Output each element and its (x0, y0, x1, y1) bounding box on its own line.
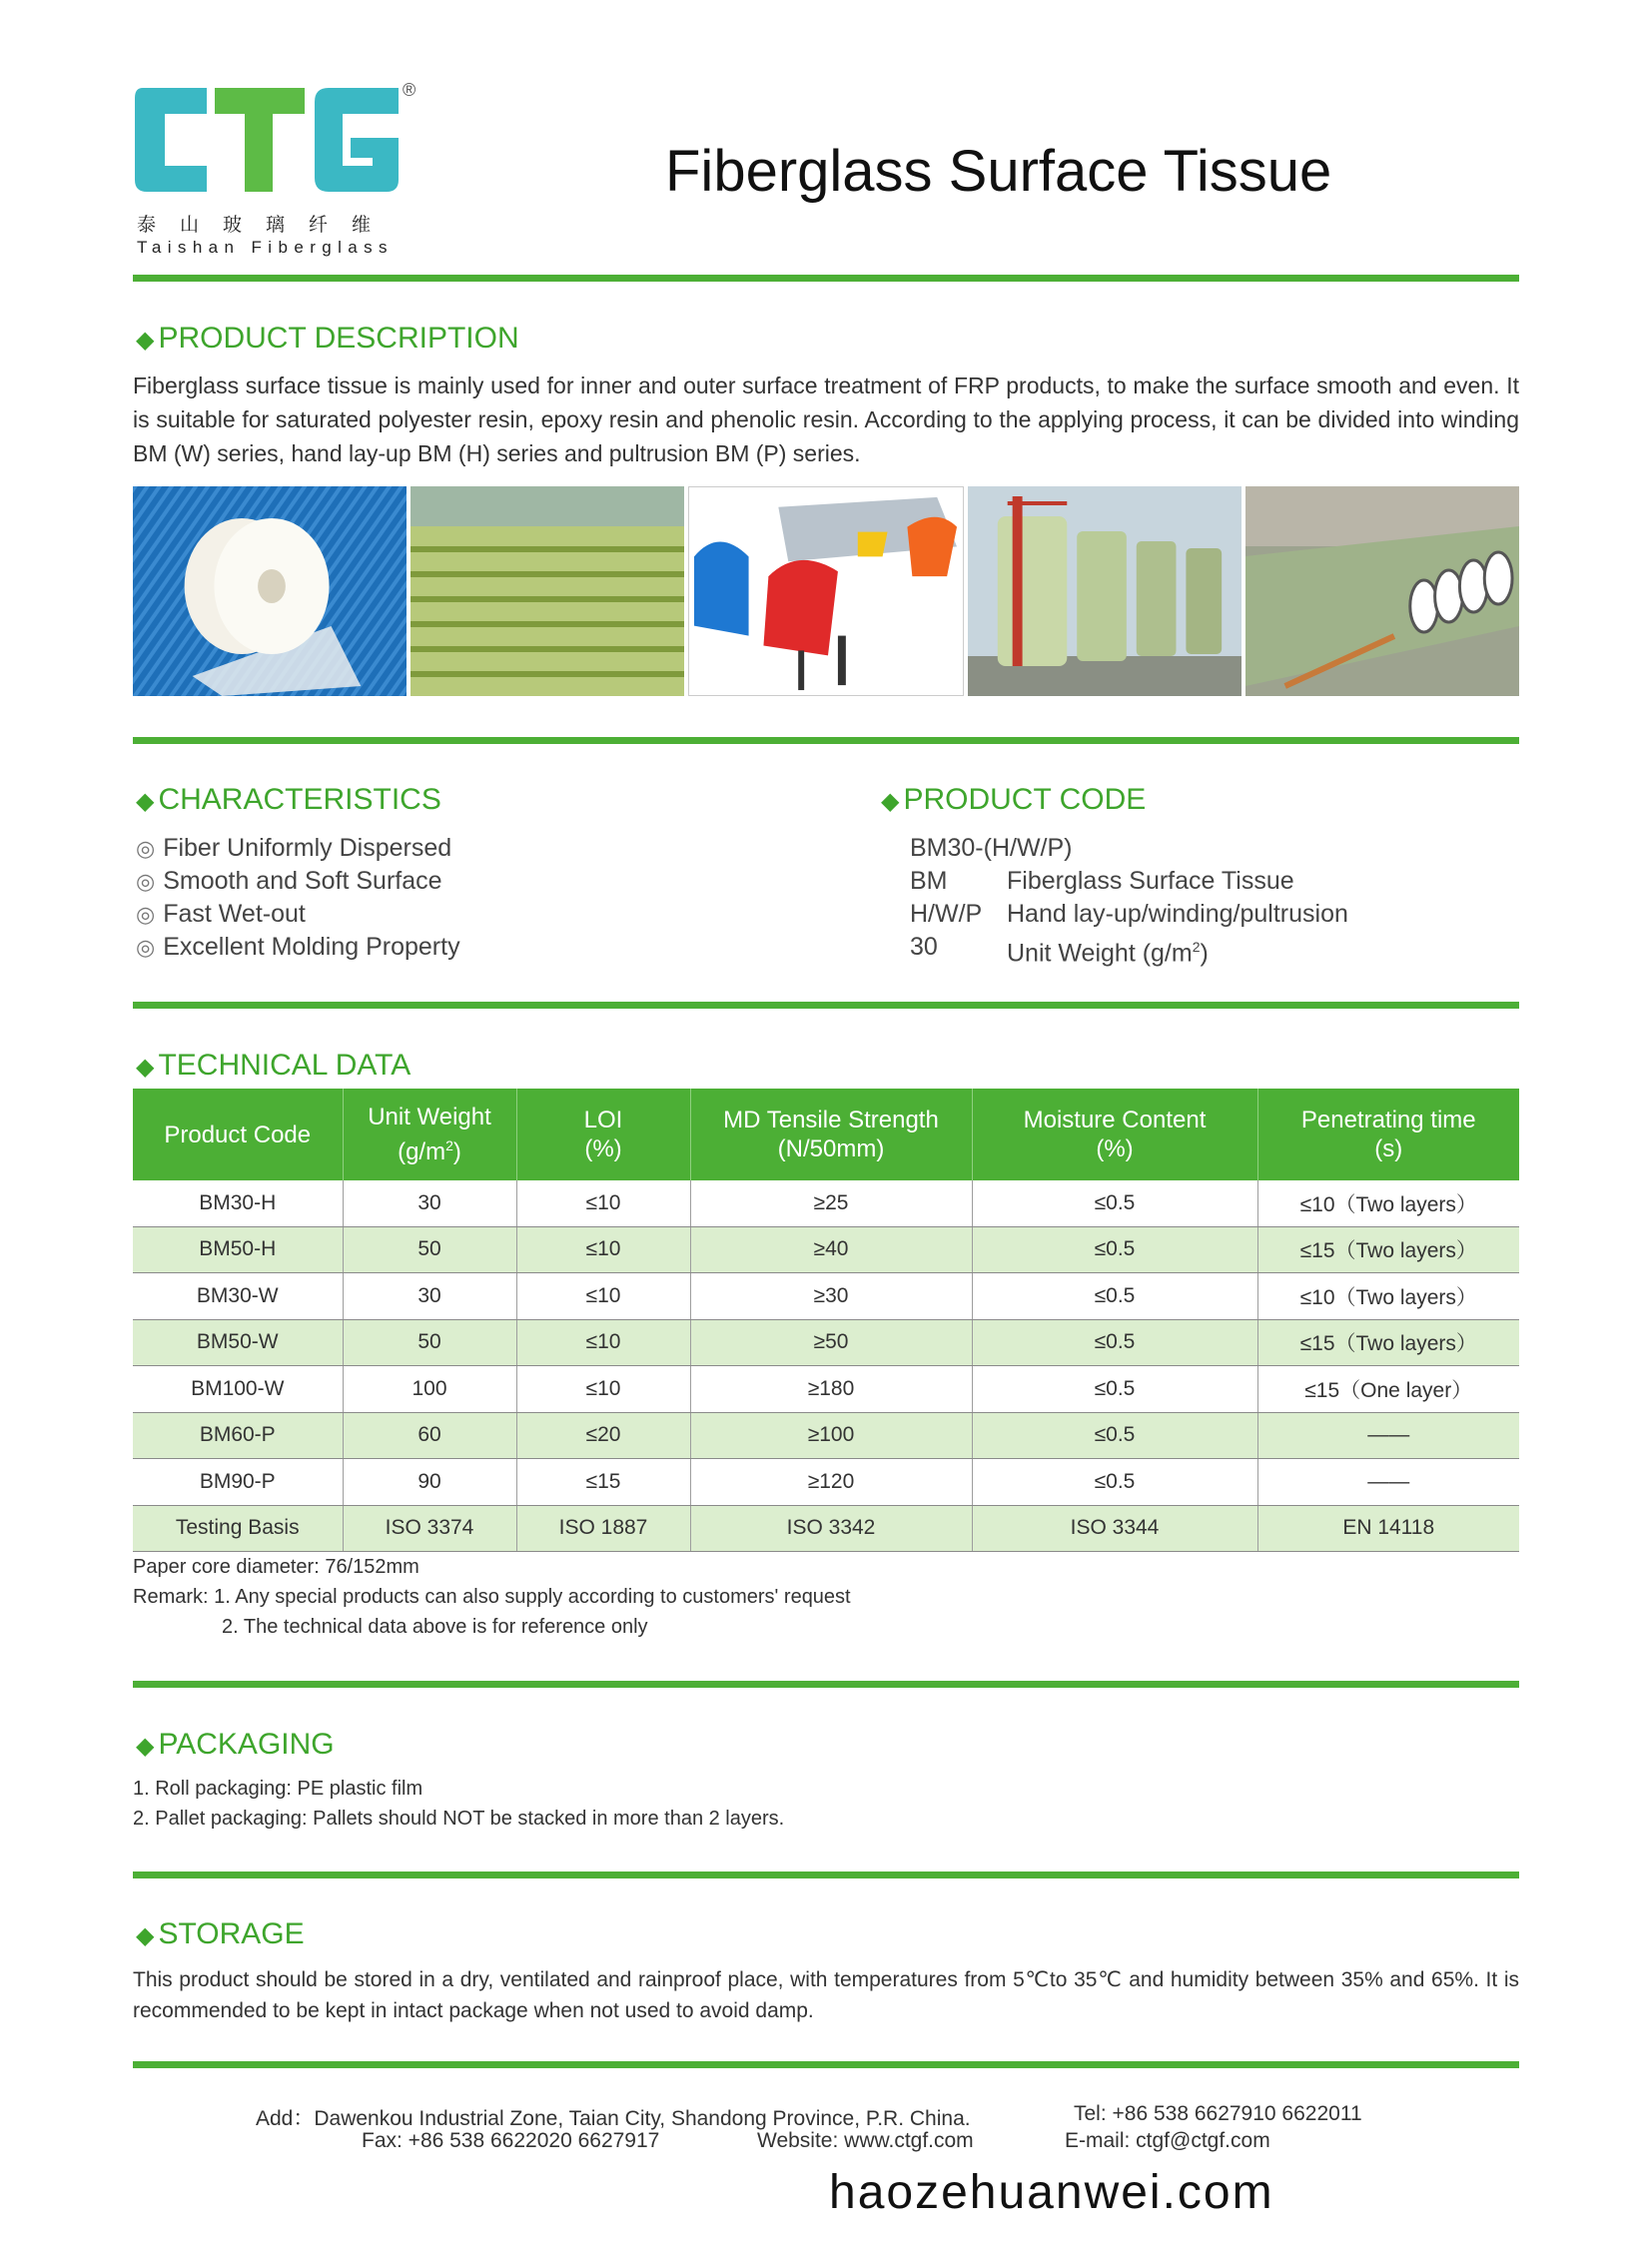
table-cell: ≤10（Two layers） (1257, 1273, 1519, 1320)
table-cell: ≥50 (690, 1319, 972, 1366)
divider (133, 275, 1519, 282)
section-heading-characteristics: ◆ CHARACTERISTICS (136, 783, 441, 816)
photo-frp-pipes (411, 486, 684, 696)
technical-data-table (133, 1089, 1519, 1552)
footer-website[interactable]: Website: www.ctgf.com (757, 2129, 974, 2152)
table-row (133, 1412, 1519, 1459)
packaging-list (133, 1774, 784, 1834)
logo-english-name: Taishan Fiberglass (137, 238, 394, 257)
divider (133, 1871, 1519, 1878)
testing-basis-row (133, 1505, 1519, 1552)
registered-mark: ® (403, 80, 416, 100)
footer-tel: Tel: +86 538 6627910 6622011 (1074, 2102, 1362, 2125)
product-code-value: BM30-(H/W/P) (910, 834, 1073, 862)
table-cell: 50 (343, 1226, 516, 1273)
table-cell: ISO 3344 (972, 1505, 1257, 1552)
table-cell: ≥30 (690, 1273, 972, 1320)
table-cell: ≤10 (516, 1180, 690, 1226)
photo-frp-chairs (688, 486, 964, 696)
table-cell: ≤0.5 (972, 1459, 1257, 1506)
product-photo-strip (133, 486, 1519, 696)
code-row: 30 Unit Weight $(g/m^2)$ (910, 933, 1209, 968)
table-cell: ISO 1887 (516, 1505, 690, 1552)
table-cell: BM30-H (133, 1180, 343, 1226)
table-cell: —— (1257, 1412, 1519, 1459)
table-cell: ≤0.5 (972, 1273, 1257, 1320)
table-row (133, 1273, 1519, 1320)
section-heading-technical: ◆ TECHNICAL DATA (136, 1049, 412, 1082)
divider (133, 2061, 1519, 2068)
table-cell: 60 (343, 1412, 516, 1459)
table-row (133, 1459, 1519, 1506)
section-heading-storage: ◆ STORAGE (136, 1917, 305, 1950)
table-cell: ≤0.5 (972, 1366, 1257, 1413)
divider (133, 1002, 1519, 1009)
table-cell: ISO 3342 (690, 1505, 972, 1552)
logo-chinese-name: 泰山玻璃纤维 (137, 215, 396, 236)
column-header: MD Tensile Strength (N/50mm) (690, 1089, 972, 1180)
photo-tissue-roll (133, 486, 407, 696)
table-cell: BM30-W (133, 1273, 343, 1320)
table-notes (133, 1552, 851, 1642)
description-text: Fiberglass surface tissue is mainly used for inner and outer surface treatment of FRP products, to make the surface smooth and even. It is suitable for saturated polyester resin, epoxy resin and phenolic resin. According to the applying process, it can be divided into winding BM (W) series, hand lay-up BM (H) series and pultrusion BM (P) series. (133, 373, 1519, 466)
ctg-logo-mark (133, 80, 403, 200)
table-cell: 90 (343, 1459, 516, 1506)
footer-fax: Fax: +86 538 6622020 6627917 (362, 2129, 660, 2152)
table-cell: ≤10 (516, 1319, 690, 1366)
table-cell: ≤20 (516, 1412, 690, 1459)
section-heading-product-code: ◆ PRODUCT CODE (881, 783, 1147, 816)
diamond-icon: ◆ (136, 1733, 155, 1760)
table-cell: ≤10 (516, 1273, 690, 1320)
table-cell: ≥180 (690, 1366, 972, 1413)
table-cell: ≥40 (690, 1226, 972, 1273)
list-item: ◎ Fiber Uniformly Dispersed (136, 834, 452, 862)
code-row: BM Fiberglass Surface Tissue (910, 867, 1294, 895)
table-cell: 30 (343, 1180, 516, 1226)
list-item: 2. Pallet packaging: Pallets should NOT be stacked in more than 2 layers. (133, 1808, 785, 1830)
table-cell: ≤0.5 (972, 1226, 1257, 1273)
column-header: Penetrating time (s) (1257, 1089, 1519, 1180)
storage-text: This product should be stored in a dry, ventilated and rainproof place, with temperatures from 5℃to 35℃ and humidity between 35% and 65%. It is recommended to be kept in intact package when not used to avoid damp. (133, 1968, 1519, 2022)
divider (133, 1681, 1519, 1688)
table-cell: Testing Basis (133, 1505, 343, 1552)
product-code-block (910, 832, 1348, 970)
table-cell: ≤15（Two layers） (1257, 1319, 1519, 1366)
table-cell: ≥25 (690, 1180, 972, 1226)
photo-large-pipes (1245, 486, 1519, 696)
list-item: 1. Roll packaging: PE plastic film (133, 1778, 423, 1800)
divider (133, 737, 1519, 744)
column-header: Moisture Content (%) (972, 1089, 1257, 1180)
section-heading-packaging: ◆ PACKAGING (136, 1728, 335, 1761)
diamond-icon: ◆ (136, 788, 155, 815)
company-logo (133, 80, 422, 260)
column-header: Product Code (133, 1089, 343, 1180)
diamond-icon: ◆ (136, 1054, 155, 1081)
table-cell: ≤0.5 (972, 1412, 1257, 1459)
diamond-icon: ◆ (881, 788, 900, 815)
table-cell: ≤15（One layer） (1257, 1366, 1519, 1413)
table-cell: BM50-W (133, 1319, 343, 1366)
table-header-row (133, 1089, 1519, 1180)
table-cell: ≥120 (690, 1459, 972, 1506)
diamond-icon: ◆ (136, 327, 155, 354)
table-cell: ≤10 (516, 1226, 690, 1273)
table-cell: ≤0.5 (972, 1319, 1257, 1366)
section-heading-description: ◆ PRODUCT DESCRIPTION (136, 322, 519, 355)
diamond-icon: ◆ (136, 1922, 155, 1949)
page-title: Fiberglass Surface Tissue (665, 139, 1332, 204)
list-item: ◎ Excellent Molding Property (136, 933, 460, 961)
table-cell: ≥100 (690, 1412, 972, 1459)
column-header: Unit Weight $(g/m^2)$ (343, 1089, 516, 1180)
watermark-url: haozehuanwei.com (829, 2166, 1274, 2219)
table-cell: —— (1257, 1459, 1519, 1506)
table-cell: 100 (343, 1366, 516, 1413)
characteristics-list (136, 832, 460, 964)
table-row (133, 1366, 1519, 1413)
table-cell: EN 14118 (1257, 1505, 1519, 1552)
photo-frp-tanks (968, 486, 1241, 696)
table-cell: ISO 3374 (343, 1505, 516, 1552)
list-item: ◎ Smooth and Soft Surface (136, 867, 442, 895)
table-row (133, 1226, 1519, 1273)
table-cell: ≤0.5 (972, 1180, 1257, 1226)
remark-2: 2. The technical data above is for reference only (222, 1616, 648, 1638)
remark-1: Remark: 1. Any special products can also supply according to customers' request (133, 1586, 851, 1608)
table-cell: 50 (343, 1319, 516, 1366)
code-row: H/W/P Hand lay-up/winding/pultrusion (910, 900, 1348, 928)
table-cell: ≤10 (516, 1366, 690, 1413)
table-cell: BM60-P (133, 1412, 343, 1459)
table-cell: ≤15（Two layers） (1257, 1226, 1519, 1273)
table-row (133, 1319, 1519, 1366)
list-item: ◎ Fast Wet-out (136, 900, 306, 928)
table-cell: 30 (343, 1273, 516, 1320)
table-cell: BM50-H (133, 1226, 343, 1273)
table-cell: ≤10（Two layers） (1257, 1180, 1519, 1226)
table-cell: BM90-P (133, 1459, 343, 1506)
footer-email[interactable]: E-mail: ctgf@ctgf.com (1065, 2129, 1270, 2152)
footer-address: Add：Dawenkou Industrial Zone, Taian City, Shandong Province, P.R. China. (256, 2107, 971, 2130)
paper-core-note: Paper core diameter: 76/152mm (133, 1556, 419, 1578)
column-header: LOI (%) (516, 1089, 690, 1180)
table-row (133, 1180, 1519, 1226)
table-cell: BM100-W (133, 1366, 343, 1413)
table-cell: ≤15 (516, 1459, 690, 1506)
